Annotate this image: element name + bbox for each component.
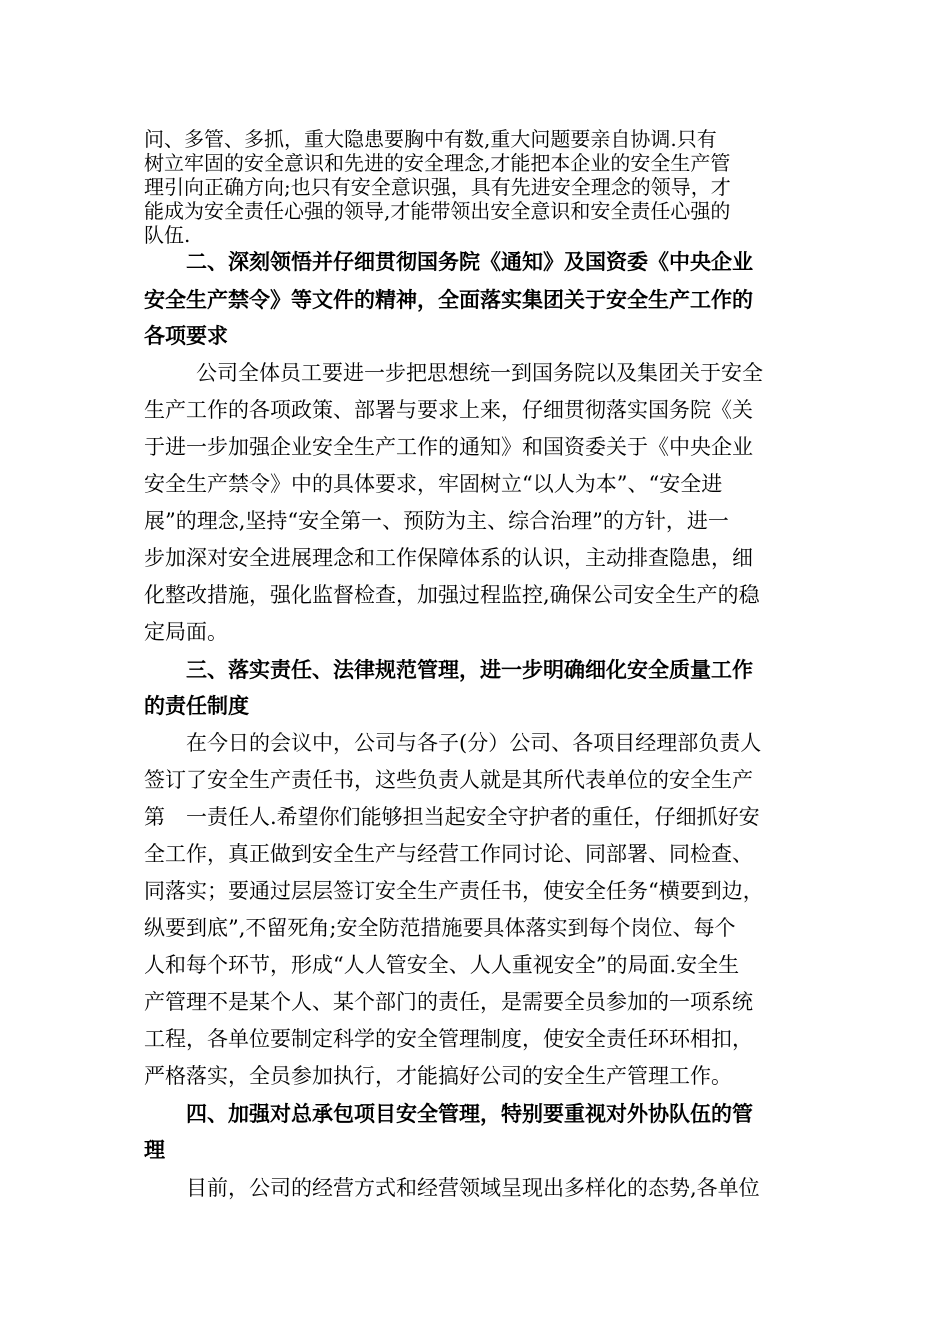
text-line: 人和每个环节，形成“人人管安全、人人重视安全”的局面.安全生: [144, 953, 740, 977]
text-line: 安全生产禁令》中的具体要求，牢固树立“以人为本”、“安全进: [144, 472, 723, 496]
text-line: 签订了安全生产责任书，这些负责人就是其所代表单位的安全生产: [144, 768, 753, 792]
text-line: 目前，公司的经营方式和经营领域呈现出多样化的态势,各单位: [186, 1176, 760, 1200]
text-line: 树立牢固的安全意识和先进的安全理念,才能把本企业的安全生产管: [144, 152, 731, 174]
text-line: 公司全体员工要进一步把思想统一到国务院以及集团关于安全: [196, 361, 763, 385]
text-line: 工程，各单位要制定科学的安全管理制度，使安全责任环环相扣，: [144, 1027, 753, 1051]
text-line: 展”的理念,坚持“安全第一、预防为主、综合治理”的方针，进一: [144, 509, 729, 533]
text-line: 同落实；要通过层层签订安全生产责任书，使安全任务“横要到边，: [144, 879, 764, 903]
heading-line: 理: [144, 1137, 165, 1162]
text-line: 步加深对安全进展理念和工作保障体系的认识，主动排查隐患，细: [144, 546, 753, 570]
text-line: 纵要到底”,不留死角;安全防范措施要具体落实到每个岗位、每个: [144, 916, 736, 940]
text-line: 第 一责任人.希望你们能够担当起安全守护者的重任，仔细抓好安: [144, 805, 760, 829]
heading-line: 安全生产禁令》等文件的精神，全面落实集团关于安全生产工作的: [144, 287, 753, 312]
heading-line: 各项要求: [144, 323, 228, 348]
heading-line: 的责任制度: [144, 693, 249, 718]
text-line: 队伍.: [144, 224, 191, 246]
heading-line: 三、落实责任、法律规范管理，进一步明确细化安全质量工作: [186, 657, 753, 682]
heading-line: 二、深刻领悟并仔细贯彻国务院《通知》及国资委《中央企业: [186, 249, 753, 274]
text-line: 定局面。: [144, 620, 228, 644]
text-line: 严格落实，全员参加执行，才能搞好公司的安全生产管理工作。: [144, 1064, 732, 1088]
text-line: 全工作，真正做到安全生产与经营工作同讨论、同部署、同检查、: [144, 842, 753, 866]
text-line: 在今日的会议中，公司与各子(分）公司、各项目经理部负责人: [186, 731, 762, 755]
heading-line: 四、加强对总承包项目安全管理，特别要重视对外协队伍的管: [186, 1101, 753, 1126]
text-line: 产管理不是某个人、某个部门的责任，是需要全员参加的一项系统: [144, 990, 753, 1014]
text-line: 于进一步加强企业安全生产工作的通知》和国资委关于《中央企业: [144, 435, 753, 459]
text-line: 理引向正确方向;也只有安全意识强，具有先进安全理念的领导，才: [144, 176, 731, 198]
text-line: 生产工作的各项政策、部署与要求上来，仔细贯彻落实国务院《关: [144, 398, 753, 422]
text-line: 能成为安全责任心强的领导,才能带领出安全意识和安全责任心强的: [144, 200, 731, 222]
text-line: 问、多管、多抓，重大隐患要胸中有数,重大问题要亲自协调.只有: [144, 128, 717, 150]
text-line: 化整改措施，强化监督检查，加强过程监控,确保公司安全生产的稳: [144, 583, 760, 607]
